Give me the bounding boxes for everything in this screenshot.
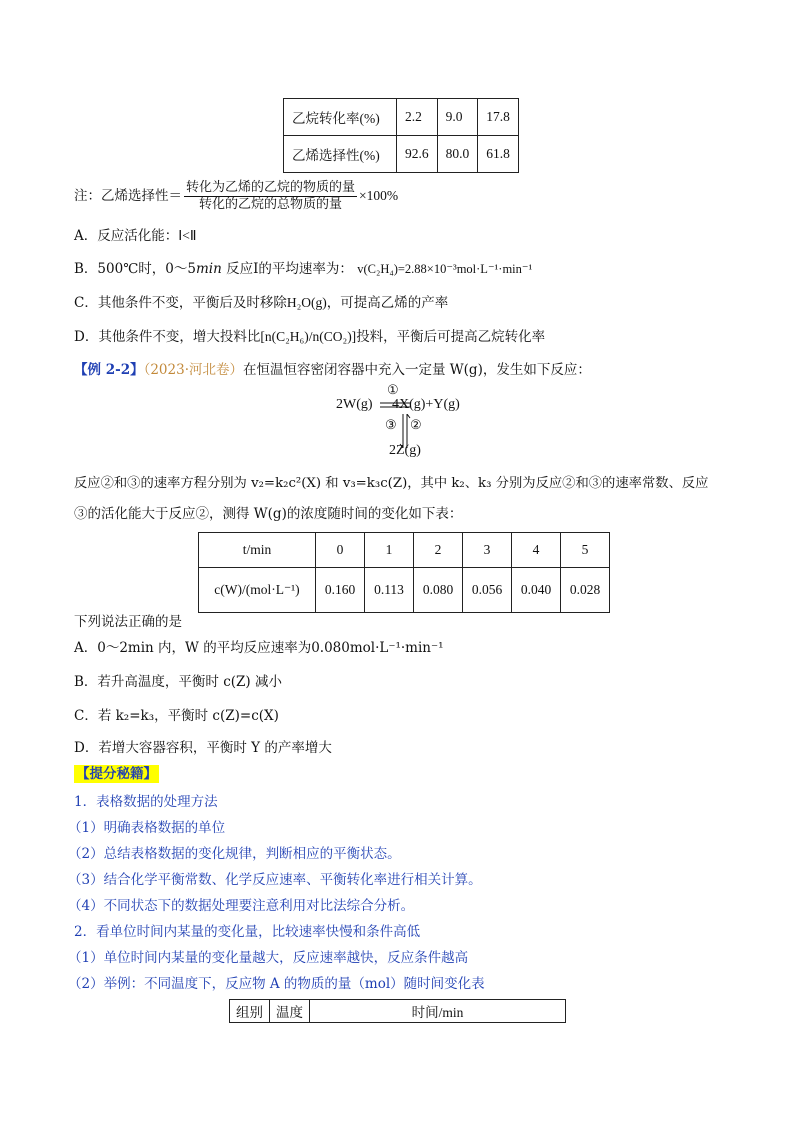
row-label: c(W)/(mol·L⁻¹) bbox=[199, 568, 316, 613]
cell: 0.056 bbox=[463, 568, 512, 613]
cell: 5 bbox=[561, 533, 610, 568]
header-cell: 时间/min bbox=[310, 1000, 566, 1023]
example-table bbox=[229, 999, 566, 1023]
cell: 80.0 bbox=[437, 136, 478, 173]
option-c: C．其他条件不变，平衡后及时移除H₂O(g)，可提高乙烯的产率 bbox=[74, 295, 449, 311]
cell: 1 bbox=[365, 533, 414, 568]
cell: 0.028 bbox=[561, 568, 610, 613]
row-label: 乙烷转化率(%) bbox=[284, 99, 397, 136]
tips-item: （2）举例：不同温度下，反应物 A 的物质的量（mol）随时间变化表 bbox=[68, 976, 485, 992]
option-a: A．0～2min 内，W 的平均反应速率为0.080mol·L⁻¹·min⁻¹ bbox=[74, 640, 444, 656]
table-row bbox=[230, 1000, 566, 1023]
table-row bbox=[284, 136, 519, 173]
cell: 3 bbox=[463, 533, 512, 568]
example-para-2: ③的活化能大于反应②，测得 W(g)的浓度随时间的变化如下表： bbox=[74, 506, 463, 522]
mark-2: ② bbox=[410, 417, 422, 432]
eq-left: 2W(g) bbox=[336, 397, 373, 412]
cell: 17.8 bbox=[478, 99, 519, 136]
tips-heading-1: 1．表格数据的处理方法 bbox=[74, 794, 218, 810]
table-row bbox=[199, 533, 610, 568]
table-row bbox=[199, 568, 610, 613]
concentration-table bbox=[198, 532, 610, 613]
option-b: B．500℃时，0～5min 反应Ⅰ的平均速率为： v(C₂H₄)=2.88×10⁻³mol·L⁻¹·min⁻¹ bbox=[74, 261, 533, 277]
tips-item: （1）单位时间内某量的变化量越大，反应速率越快，反应条件越高 bbox=[68, 950, 469, 966]
option-d: D．若增大容器容积，平衡时 Y 的产率增大 bbox=[74, 740, 332, 756]
table-row bbox=[284, 99, 519, 136]
header-cell: 温度 bbox=[270, 1000, 310, 1023]
tips-heading-2: 2．看单位时间内某量的变化量，比较速率快慢和条件高低 bbox=[74, 924, 421, 940]
cell: 92.6 bbox=[397, 136, 438, 173]
cell: 0.160 bbox=[316, 568, 365, 613]
tips-item: （4）不同状态下的数据处理要注意利用对比法综合分析。 bbox=[68, 898, 415, 914]
conversion-table bbox=[283, 98, 519, 173]
mark-1: ① bbox=[387, 382, 399, 397]
mark-3: ③ bbox=[385, 417, 397, 432]
tips-item: （2）总结表格数据的变化规律，判断相应的平衡状态。 bbox=[68, 846, 401, 862]
header-cell: t/min bbox=[199, 533, 316, 568]
cell: 4 bbox=[512, 533, 561, 568]
option-b: B．若升高温度，平衡时 c(Z) 减小 bbox=[74, 674, 282, 690]
eq-right: 4X(g)+Y(g) bbox=[392, 397, 460, 412]
option-c: C．若 k₂=k₃，平衡时 c(Z)=c(X) bbox=[74, 708, 279, 724]
example-intro: 【例 2-2】（2023·河北卷）在恒温恒容密闭容器中充入一定量 W(g)，发生如下反应： bbox=[74, 362, 591, 378]
option-a: A．反应活化能：Ⅰ<Ⅱ bbox=[74, 228, 197, 244]
cell: 2.2 bbox=[397, 99, 438, 136]
cell: 0.040 bbox=[512, 568, 561, 613]
cell: 0 bbox=[316, 533, 365, 568]
selectivity-note: 注：乙烯选择性＝ $\frac{\text{转化为乙烯的乙烷的物质的量}}{\text{转化的乙烷的总物质的量}}$ ×100% bbox=[74, 180, 399, 212]
option-d: D．其他条件不变，增大投料比[n(C₂H₆)/n(CO₂)]投料，平衡后可提高乙烷转化率 bbox=[74, 329, 546, 345]
question-stem: 下列说法正确的是 bbox=[74, 614, 182, 630]
tips-item: （1）明确表格数据的单位 bbox=[68, 820, 226, 836]
header-cell: 组别 bbox=[230, 1000, 270, 1023]
tips-title: 【提分秘籍】 bbox=[76, 766, 157, 782]
fraction: $\frac{\text{转化为乙烯的乙烷的物质的量}}{\text{转化的乙烷的总物质的量}}$ bbox=[186, 180, 356, 212]
cell: 2 bbox=[414, 533, 463, 568]
tips-item: （3）结合化学平衡常数、化学反应速率、平衡转化率进行相关计算。 bbox=[68, 872, 482, 888]
eq-bottom: 2Z(g) bbox=[389, 443, 421, 458]
cell: 9.0 bbox=[437, 99, 478, 136]
cell: 61.8 bbox=[478, 136, 519, 173]
example-para-1: 反应②和③的速率方程分别为 v₂=k₂c²(X) 和 v₃=k₃c(Z)，其中 k₂、k₃ 分别为反应②和③的速率常数、反应 bbox=[74, 476, 709, 491]
row-label: 乙烯选择性(%) bbox=[284, 136, 397, 173]
cell: 0.080 bbox=[414, 568, 463, 613]
cell: 0.113 bbox=[365, 568, 414, 613]
